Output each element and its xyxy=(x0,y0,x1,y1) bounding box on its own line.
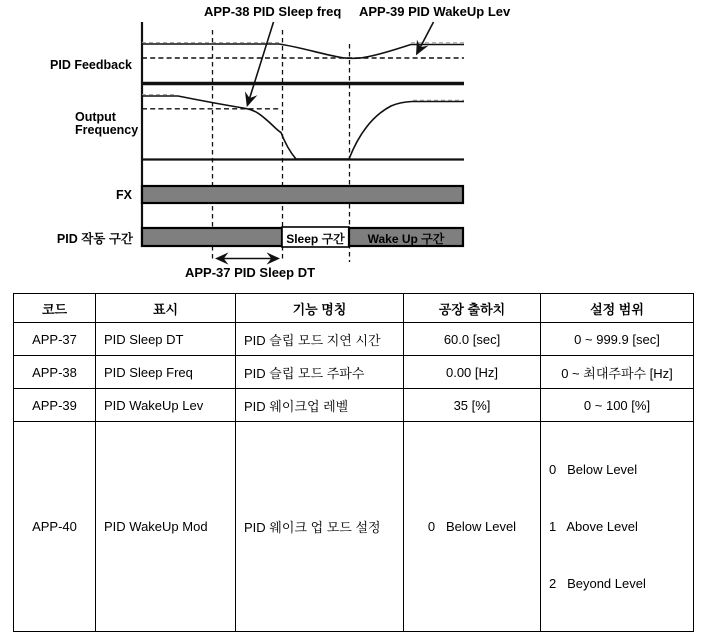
range-option-1: 1 Above Level xyxy=(549,519,638,534)
table-row-app37 xyxy=(14,323,694,356)
cell-function: PID 웨이크업 레벨 xyxy=(236,389,404,422)
cell-code: APP-39 xyxy=(14,389,96,422)
table-header-row xyxy=(14,294,694,323)
cell-range: 0 ~ 최대주파수 [Hz] xyxy=(541,356,694,389)
pid-active-label: PID 작동 구간 xyxy=(56,232,133,246)
cell-function: PID 웨이크 업 모드 설정 xyxy=(236,422,404,632)
cell-code: APP-40 xyxy=(14,422,96,632)
cell-code: APP-37 xyxy=(14,323,96,356)
header-setting-range: 설정 범위 xyxy=(541,294,694,323)
range-option-2: 2 Beyond Level xyxy=(549,576,646,591)
output-frequency-curve xyxy=(142,96,464,159)
cell-function: PID 슬립 모드 주파수 xyxy=(236,356,404,389)
pid-feedback-label: PID Feedback xyxy=(50,58,132,72)
sleep-freq-arrow xyxy=(248,22,274,105)
header-code: 코드 xyxy=(14,294,96,323)
sleep-freq-annotation: APP-38 PID Sleep freq xyxy=(204,4,342,19)
sleep-section-label: Sleep 구간 xyxy=(286,232,345,246)
sleep-dt-annotation: APP-37 PID Sleep DT xyxy=(185,265,316,280)
output-frequency-label-line1: Output xyxy=(75,110,116,124)
table-row-app40 xyxy=(14,422,694,632)
wakeup-section-label: Wake Up 구간 xyxy=(367,232,445,246)
cell-display: PID Sleep DT xyxy=(96,323,236,356)
cell-range: 0 ~ 100 [%] xyxy=(541,389,694,422)
cell-display: PID WakeUp Lev xyxy=(96,389,236,422)
pid-feedback-curve xyxy=(142,44,464,58)
cell-display: PID WakeUp Mod xyxy=(96,422,236,632)
cell-range-options xyxy=(541,422,694,632)
setpoint-dashed-overlay xyxy=(142,43,464,101)
cell-default: 60.0 [sec] xyxy=(404,323,541,356)
table-row-app39 xyxy=(14,389,694,422)
table-row-app38 xyxy=(14,356,694,389)
pid-sleep-wakeup-timing-diagram xyxy=(0,0,701,292)
parameter-table xyxy=(13,293,694,632)
wakeup-lev-annotation: APP-39 PID WakeUp Lev xyxy=(359,4,511,19)
cell-default: 35 [%] xyxy=(404,389,541,422)
cell-code: APP-38 xyxy=(14,356,96,389)
cell-function: PID 슬립 모드 지연 시간 xyxy=(236,323,404,356)
fx-signal-bar xyxy=(142,186,463,203)
range-option-0: 0 Below Level xyxy=(549,462,638,477)
output-frequency-label xyxy=(75,111,138,137)
header-display: 표시 xyxy=(96,294,236,323)
cell-default: 0 Below Level xyxy=(404,422,541,632)
cell-range: 0 ~ 999.9 [sec] xyxy=(541,323,694,356)
cell-default: 0.00 [Hz] xyxy=(404,356,541,389)
header-factory-default: 공장 출하치 xyxy=(404,294,541,323)
output-frequency-label-line2: Frequency xyxy=(75,123,139,137)
pid-active-bar xyxy=(142,228,282,246)
header-function-name: 기능 명칭 xyxy=(236,294,404,323)
wakeup-lev-arrow xyxy=(417,22,434,54)
cell-display: PID Sleep Freq xyxy=(96,356,236,389)
fx-label: FX xyxy=(116,188,132,202)
